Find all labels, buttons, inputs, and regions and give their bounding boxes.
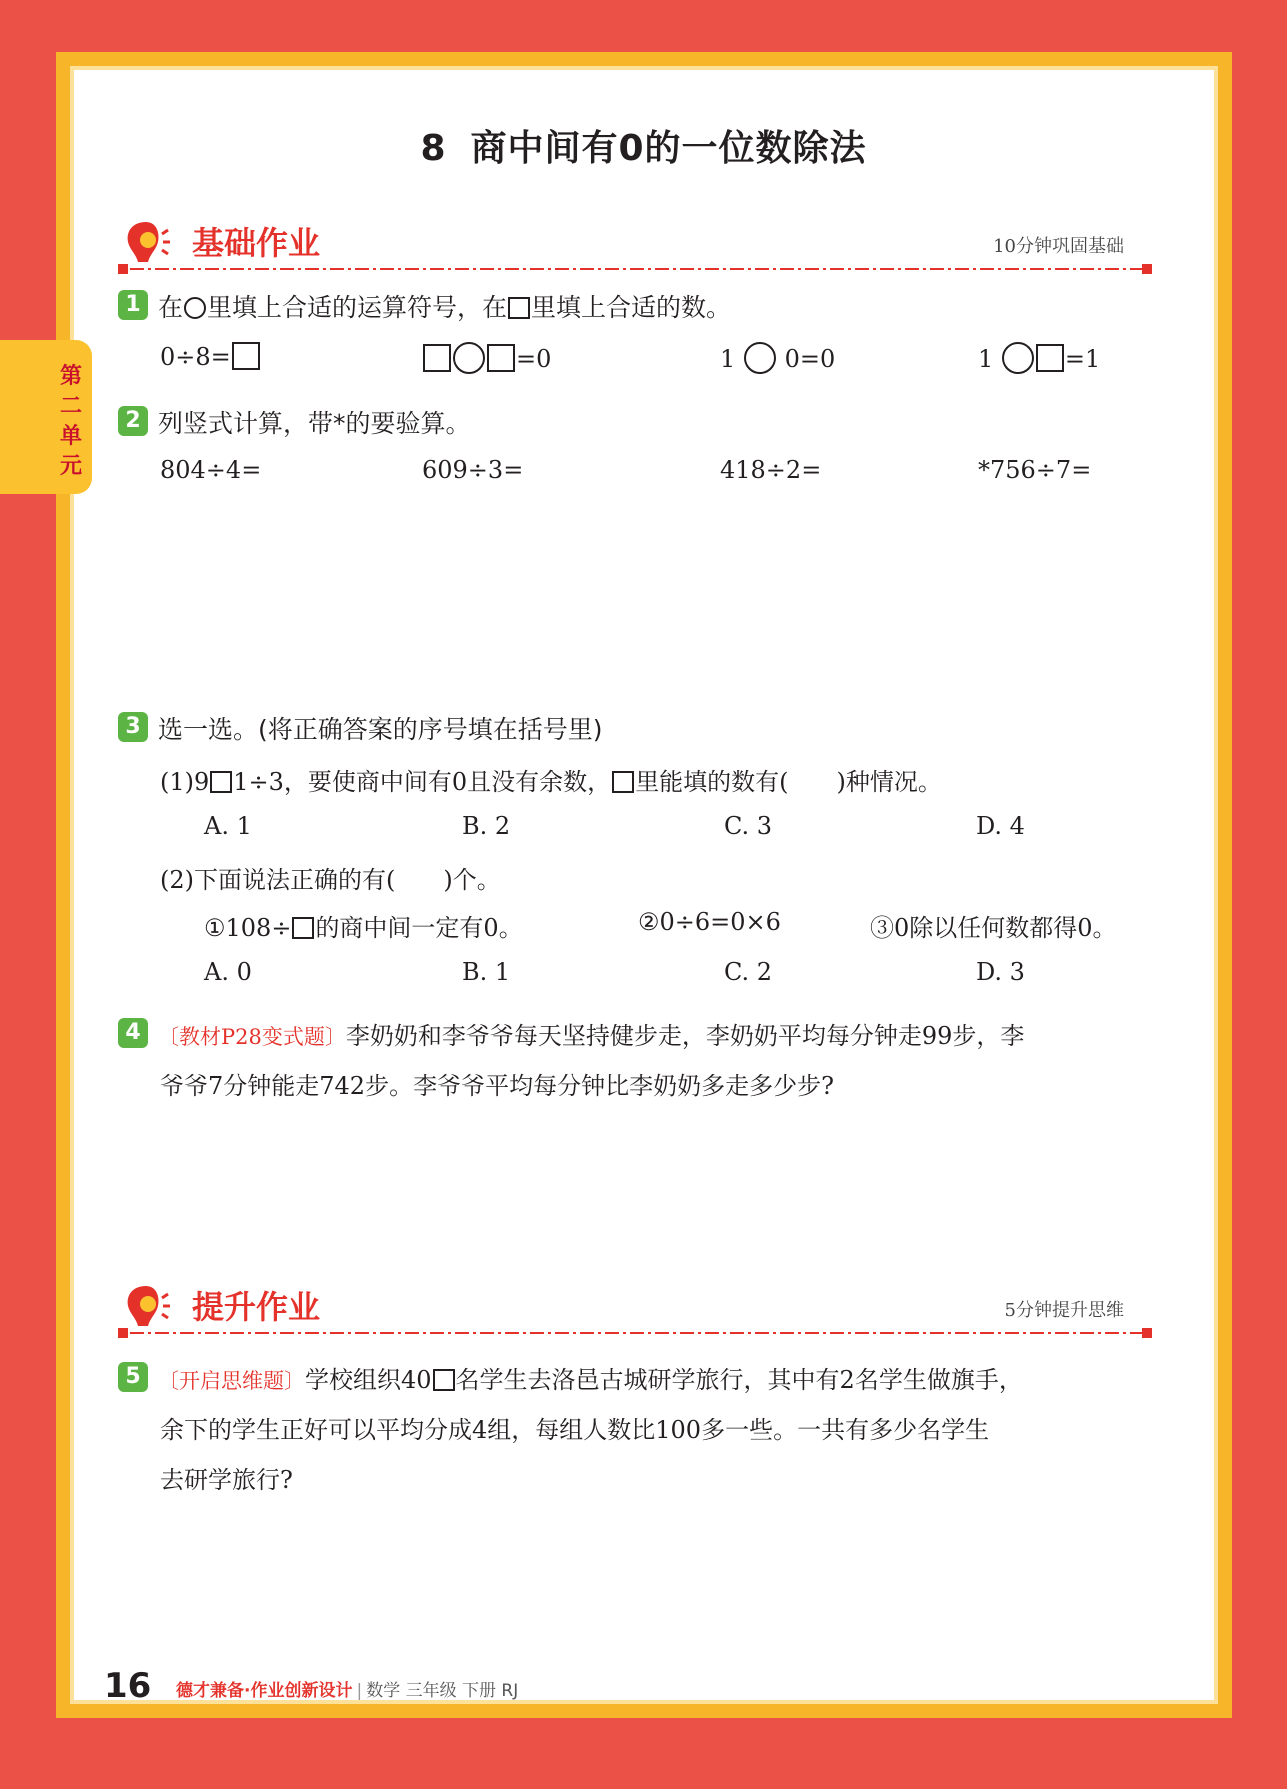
statement-text: 的商中间一定有0。 xyxy=(315,914,523,942)
q5-text: 学校组织40 xyxy=(305,1366,432,1394)
answer-circle[interactable] xyxy=(1002,342,1034,374)
q1-item-text: =0 xyxy=(516,345,552,373)
q1-item-3 xyxy=(720,342,835,374)
question-number: 4 xyxy=(118,1018,148,1048)
option-a[interactable]: A. 1 xyxy=(204,812,252,840)
question-number: 2 xyxy=(118,406,148,436)
q3-statement-3: ③0除以任何数都得0。 xyxy=(870,914,1117,942)
unit-tab-label: 第二单元 xyxy=(59,364,82,479)
q5-line-2: 余下的学生正好可以平均分成4组，每组人数比100多一些。一共有多少名学生 xyxy=(160,1416,990,1444)
q3-statement-2: ②0÷6=0×6 xyxy=(638,908,781,936)
q1-item-text: =1 xyxy=(1064,345,1101,373)
q1-prompt xyxy=(158,288,731,324)
lesson-title-text: 商中间有0的一位数除法 xyxy=(470,128,867,169)
answer-box[interactable] xyxy=(487,344,515,372)
q3-sub2: (2)下面说法正确的有( )个。 xyxy=(160,866,501,894)
question-source-tag: 〔教材P28变式题〕 xyxy=(158,1025,346,1049)
q4-text: 李奶奶和李爷爷每天坚持健步走，李奶奶平均每分钟走99步，李 xyxy=(345,1022,1025,1050)
option-c[interactable]: C. 3 xyxy=(724,812,773,840)
q1-item-text: 0=0 xyxy=(784,345,836,373)
q5-text: 名学生去洛邑古城研学旅行，其中有2名学生做旗手， xyxy=(455,1366,1023,1394)
box-blank xyxy=(210,771,232,793)
footer-info: 德才兼备·作业创新设计 | 数学 三年级 下册 RJ xyxy=(176,1681,519,1701)
page-number: 16 xyxy=(104,1666,152,1706)
section-time-note: 5分钟提升思维 xyxy=(1004,1300,1124,1321)
footer-edition: RJ xyxy=(501,1681,519,1701)
lamp-icon xyxy=(122,218,170,266)
box-blank xyxy=(292,917,314,939)
q1-item-text: 0÷8= xyxy=(160,343,231,371)
statement-text: ①108÷ xyxy=(204,914,292,942)
section-title: 提升作业 xyxy=(192,1288,321,1326)
q2-item: 609÷3= xyxy=(422,456,524,484)
q1-prompt-part: 里填上合适的运算符号，在 xyxy=(207,293,508,322)
answer-circle[interactable] xyxy=(744,342,776,374)
footer-subject: 数学 xyxy=(366,1681,401,1701)
option-c[interactable]: C. 2 xyxy=(724,958,773,986)
q5-line-1 xyxy=(158,1360,1023,1395)
answer-box[interactable] xyxy=(232,342,260,370)
footer-volume: 下册 xyxy=(462,1681,497,1701)
section-divider xyxy=(118,1326,1158,1338)
q2-prompt: 列竖式计算，带*的要验算。 xyxy=(158,409,471,438)
question-number: 5 xyxy=(118,1362,148,1392)
q3-sub1-text: 里能填的数有( )种情况。 xyxy=(635,768,942,796)
option-d[interactable]: D. 3 xyxy=(976,958,1025,986)
box-blank xyxy=(433,1369,455,1391)
lesson-title xyxy=(0,120,1287,171)
unit-side-tab xyxy=(0,340,92,494)
q1-item-4 xyxy=(978,342,1100,374)
footer-brand: 德才兼备·作业创新设计 xyxy=(176,1681,353,1701)
footer-grade: 三年级 xyxy=(405,1681,457,1701)
q5-line-3: 去研学旅行? xyxy=(160,1466,293,1494)
q4-answer-area[interactable] xyxy=(160,1110,1160,1260)
option-b[interactable]: B. 2 xyxy=(462,812,511,840)
q3-prompt: 选一选。(将正确答案的序号填在括号里) xyxy=(158,715,603,744)
option-d[interactable]: D. 4 xyxy=(976,812,1025,840)
q1-item-text: 1 xyxy=(720,345,736,373)
answer-circle[interactable] xyxy=(453,342,485,374)
q5-answer-area[interactable] xyxy=(160,1500,1160,1650)
q3-sub1-text: (1)9 xyxy=(160,768,210,796)
q2-item: *756÷7= xyxy=(978,456,1092,484)
box-blank xyxy=(612,771,634,793)
q1-prompt-part: 在 xyxy=(158,293,184,322)
circle-blank xyxy=(184,297,206,319)
lamp-icon xyxy=(122,1282,170,1330)
q3-sub1-text: 1÷3，要使商中间有0且没有余数， xyxy=(233,768,612,796)
q3-sub1 xyxy=(160,762,942,797)
option-a[interactable]: A. 0 xyxy=(204,958,252,986)
q1-prompt-part: 里填上合适的数。 xyxy=(531,293,732,322)
answer-box[interactable] xyxy=(1036,344,1064,372)
q4-line-1 xyxy=(158,1016,1024,1051)
q1-item-2 xyxy=(422,342,551,374)
option-b[interactable]: B. 1 xyxy=(462,958,511,986)
q4-line-2: 爷爷7分钟能走742步。李爷爷平均每分钟比李奶奶多走多少步? xyxy=(160,1072,834,1100)
section-advanced-header xyxy=(118,1282,1158,1332)
q1-item-text: 1 xyxy=(978,345,994,373)
question-number: 3 xyxy=(118,712,148,742)
section-basic-header xyxy=(118,218,1158,268)
question-source-tag: 〔开启思维题〕 xyxy=(158,1369,305,1393)
section-title: 基础作业 xyxy=(192,224,321,262)
q2-item: 804÷4= xyxy=(160,456,262,484)
answer-box[interactable] xyxy=(423,344,451,372)
q2-work-area[interactable] xyxy=(160,500,1160,700)
q2-item: 418÷2= xyxy=(720,456,822,484)
section-divider xyxy=(118,262,1158,274)
box-blank xyxy=(508,297,530,319)
lesson-number: 8 xyxy=(420,128,447,169)
q1-item-1 xyxy=(160,342,261,371)
q3-statement-1 xyxy=(204,908,523,943)
section-time-note: 10分钟巩固基础 xyxy=(993,236,1124,257)
question-number: 1 xyxy=(118,290,148,320)
